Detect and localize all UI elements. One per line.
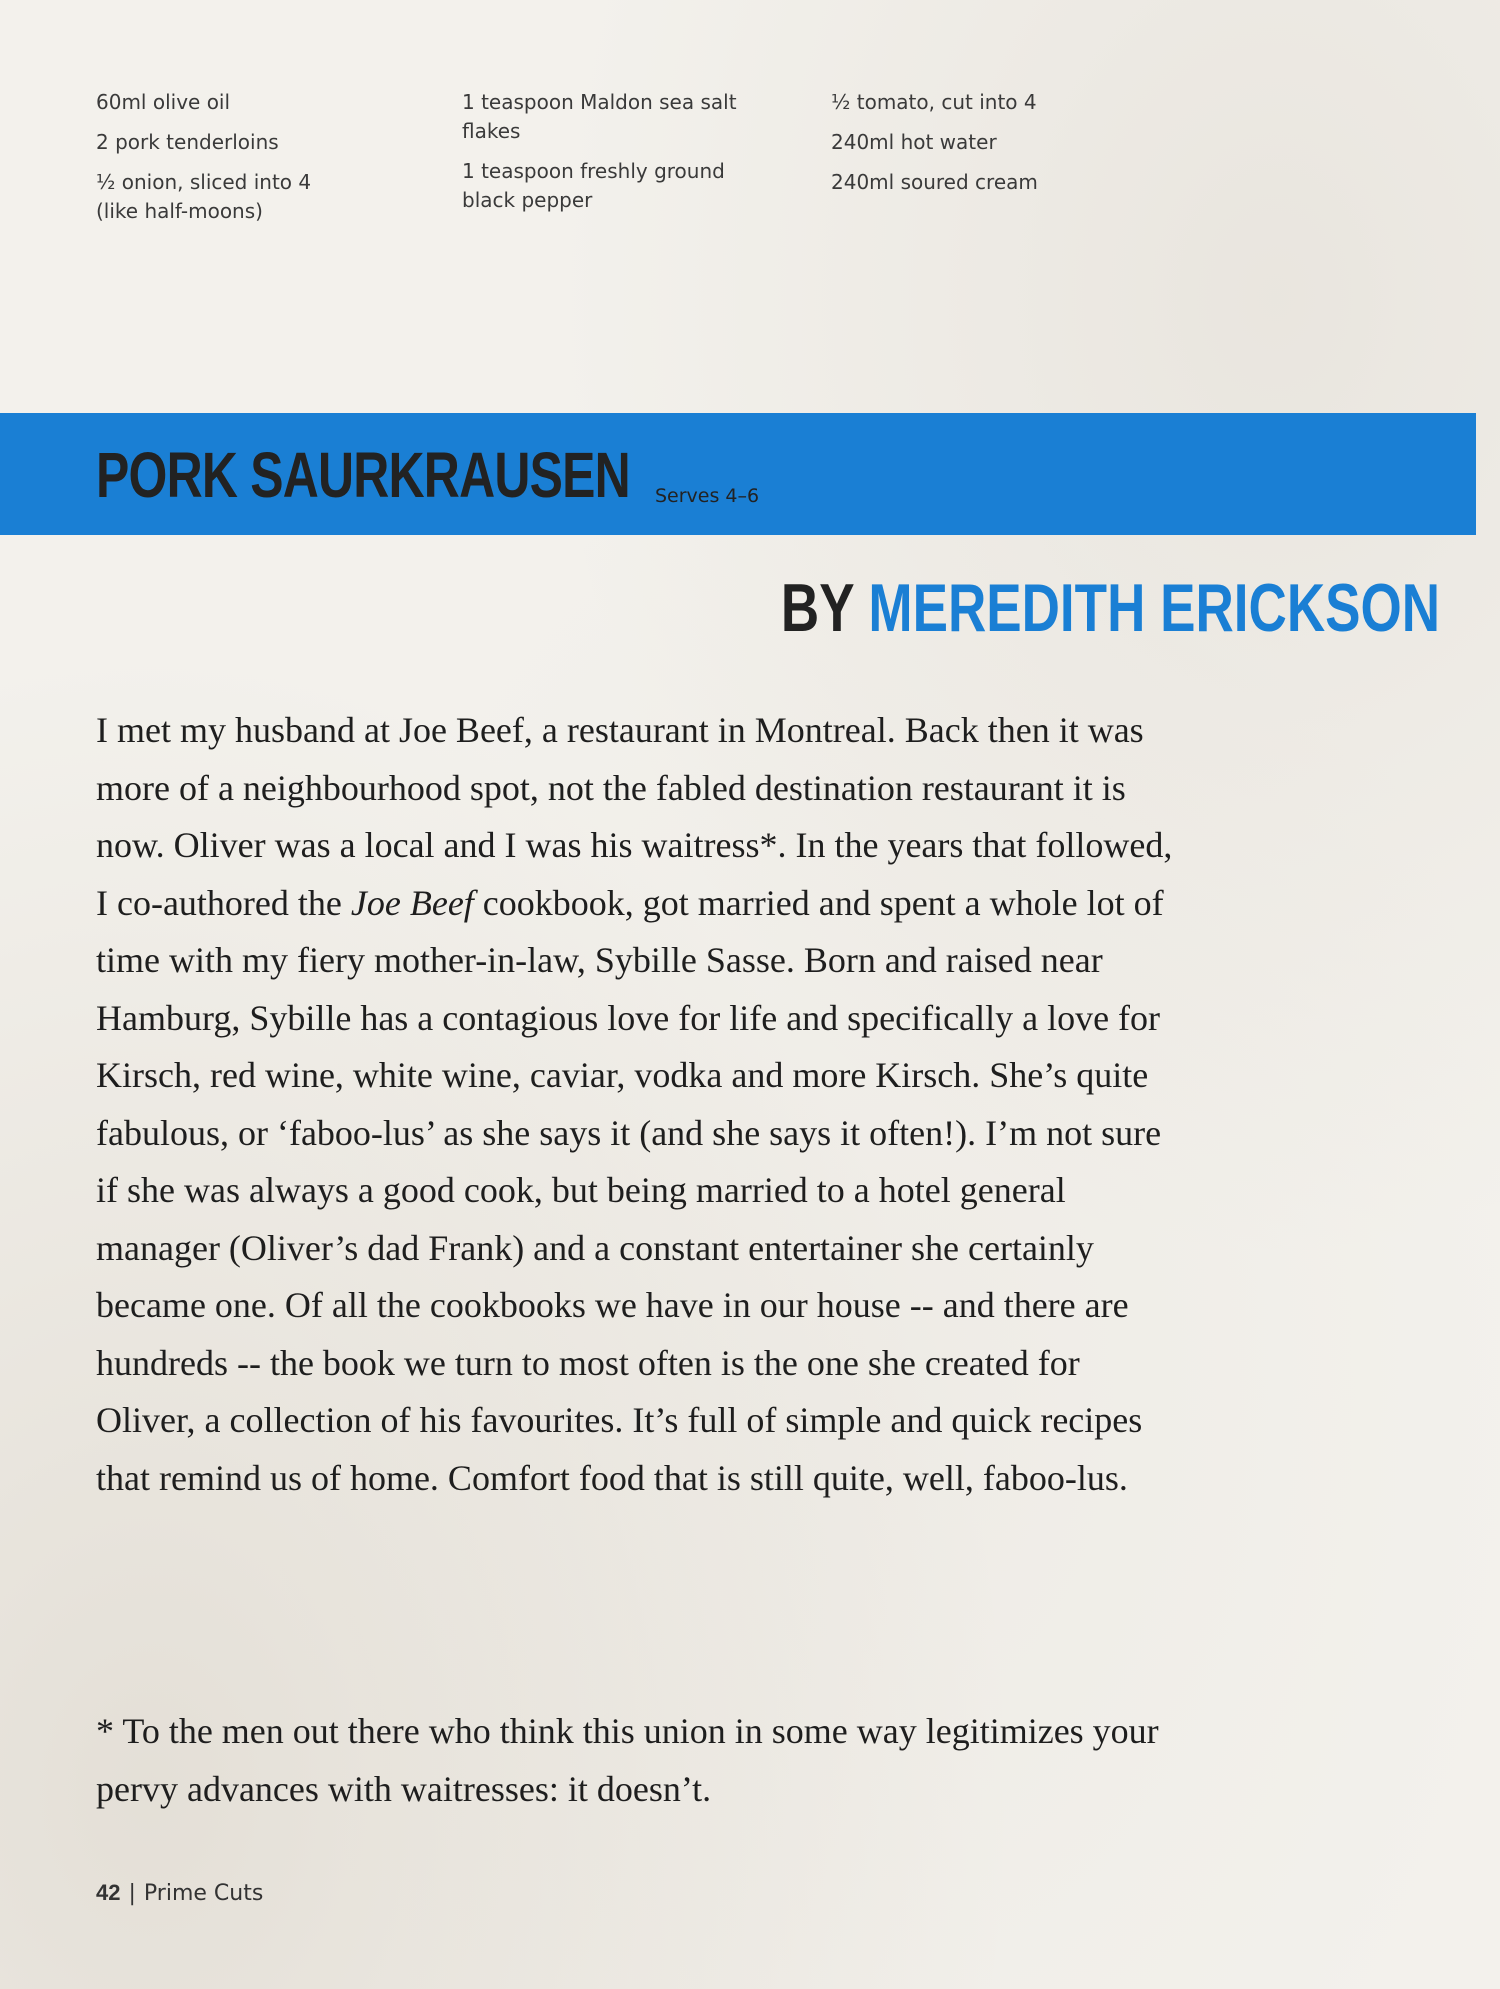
ingredients-column-1 (96, 88, 356, 237)
page-footer (96, 1880, 263, 1906)
byline-prefix: BY (780, 570, 854, 646)
footnote: * To the men out there who think this union in some way legitimizes your pervy advances with waitresses: it doesn’t. (96, 1711, 1159, 1809)
story-text-part-2: cookbook, got married and spent a whole lot of time with my fiery mother-in-law, Sybille Sasse. Born and raised near Hamburg, Sybille has a contagious love for life and specifically a love for Kirsch, red wine, white wine, caviar, vodka and more Kirsch. She’s quite fabulous, or ‘faboo-lus’ as she says it (and she says it often!). I’m not sure if she was always a good cook, but being married to a hotel general manager (Oliver’s dad Frank) and a constant entertainer she certainly became one. Of all the cookbooks we have in our house -- and there are hundreds -- the book we turn to most often is the one she created for Oliver, a collection of his favourites. It’s full of simple and quick recipes that remind us of home. Comfort food that is still quite, well, faboo-lus. (96, 882, 1164, 1498)
ingredient-item: 1 teaspoon freshly ground black pepper (462, 159, 725, 212)
footer-separator: | (128, 1881, 136, 1906)
ingredient-item: 240ml soured cream (831, 170, 1038, 194)
recipe-title: PORK SAURKRAUSEN (96, 439, 630, 511)
recipe-title-banner (0, 413, 1476, 535)
ingredients-column-2 (462, 88, 782, 226)
author-byline (781, 568, 1440, 648)
cookbook-title: Joe Beef (350, 882, 474, 923)
author-name: MEREDITH ERICKSON (868, 570, 1440, 646)
ingredients-list (96, 88, 1096, 238)
publication-name: Prime Cuts (143, 1881, 264, 1906)
ingredients-column-3 (831, 88, 1101, 208)
ingredient-item: 2 pork tenderloins (96, 130, 279, 154)
story-paragraph (96, 702, 1186, 1507)
ingredient-item: ½ onion, sliced into 4 (like half-moons) (96, 170, 312, 223)
page-number: 42 (96, 1880, 121, 1905)
ingredient-item: 240ml hot water (831, 130, 997, 154)
ingredient-item: ½ tomato, cut into 4 (831, 90, 1037, 114)
serves-label: Serves 4–6 (655, 485, 760, 507)
ingredient-item: 60ml olive oil (96, 90, 231, 114)
story-text-part-1: I met my husband at Joe Beef, a restaurant in Montreal. Back then it was more of a neighbourhood spot, not the fabled destination restaurant it is now. Oliver was a local and I was his waitress*. In the years that followed, I co-authored the (96, 710, 1173, 923)
ingredient-item: 1 teaspoon Maldon sea salt flakes (462, 90, 737, 143)
